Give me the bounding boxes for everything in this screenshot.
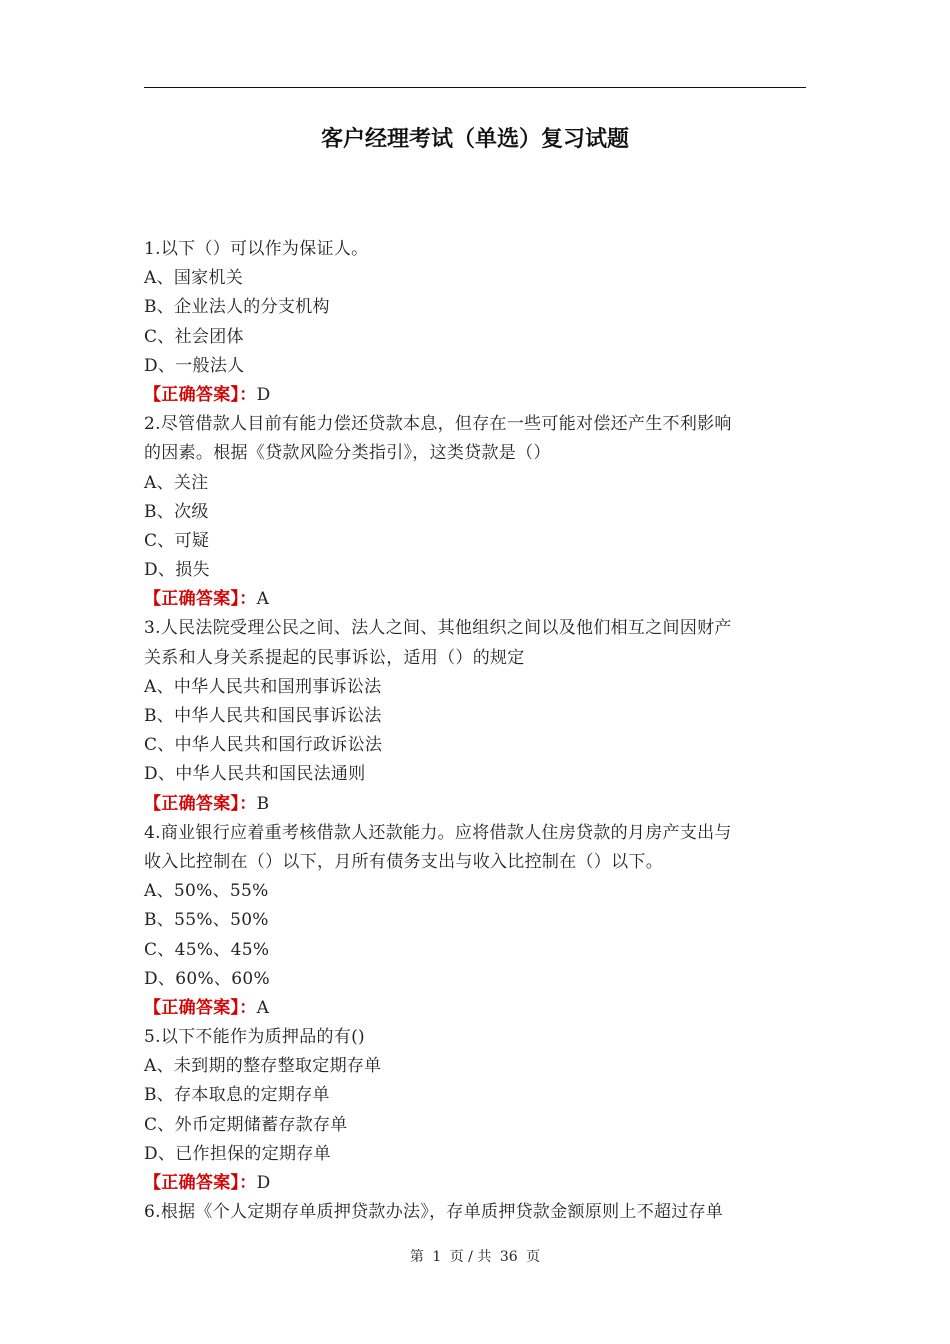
footer-suffix: 页 xyxy=(526,1249,541,1265)
question-list xyxy=(144,235,806,1227)
question-text: 关系和人身关系提起的民事诉讼，适用（）的规定 xyxy=(144,647,525,668)
option-text: C、45%、45% xyxy=(144,939,270,960)
answer-label: 【正确答案】： xyxy=(144,589,257,610)
answer-value: A xyxy=(256,997,270,1018)
option-text: C、外币定期储蓄存款存单 xyxy=(144,1114,348,1135)
question-text: 4.商业银行应着重考核借款人还款能力。应将借款人住房贷款的月房产支出与 xyxy=(144,822,732,843)
answer-value: B xyxy=(256,793,270,814)
answer-value: A xyxy=(256,589,270,610)
option-text: D、一般法人 xyxy=(144,355,245,376)
question-text: 收入比控制在（）以下，月所有债务支出与收入比控制在（）以下。 xyxy=(144,851,663,872)
answer-value: D xyxy=(256,1173,271,1193)
answer-line xyxy=(144,381,806,410)
answer-label: 【正确答案】： xyxy=(144,997,257,1018)
answer-line xyxy=(144,994,806,1023)
footer-total-pages: 36 xyxy=(499,1249,518,1265)
header-rule xyxy=(144,87,806,88)
answer-label: 【正确答案】： xyxy=(144,793,257,814)
option-text: D、损失 xyxy=(144,560,210,581)
footer-mid: 页 / 共 xyxy=(449,1249,492,1265)
page-footer xyxy=(0,1246,950,1266)
option-text: A、未到期的整存整取定期存单 xyxy=(144,1056,382,1077)
option-text: C、可疑 xyxy=(144,530,210,551)
answer-line xyxy=(144,790,806,819)
answer-line xyxy=(144,585,806,614)
question-text: 2.尽管借款人目前有能力偿还贷款本息，但存在一些可能对偿还产生不利影响 xyxy=(144,414,732,435)
footer-page-number: 1 xyxy=(432,1249,442,1265)
question-text: 6.根据《个人定期存单质押贷款办法》，存单质押贷款金额原则上不超过存单 xyxy=(144,1202,724,1223)
question-text: 3.人民法院受理公民之间、法人之间、其他组织之间以及他们相互之间因财产 xyxy=(144,618,732,639)
option-text: B、55%、50% xyxy=(144,910,269,931)
option-text: D、60%、60% xyxy=(144,968,270,989)
option-text: B、存本取息的定期存单 xyxy=(144,1085,330,1106)
question-text: 5.以下不能作为质押品的有() xyxy=(144,1027,365,1048)
answer-line xyxy=(144,1169,806,1198)
option-text: A、关注 xyxy=(144,472,209,493)
option-text: A、国家机关 xyxy=(144,268,244,289)
option-text: B、中华人民共和国民事诉讼法 xyxy=(144,706,382,726)
answer-label: 【正确答案】： xyxy=(144,1173,257,1193)
option-text: C、中华人民共和国行政诉讼法 xyxy=(144,735,383,756)
question-text: 的因素。根据《贷款风险分类指引》，这类贷款是（） xyxy=(144,443,551,464)
option-text: B、企业法人的分支机构 xyxy=(144,297,330,318)
question-text: 1.以下（）可以作为保证人。 xyxy=(144,239,369,259)
option-text: C、社会团体 xyxy=(144,326,244,347)
option-text: A、50%、55% xyxy=(144,881,269,902)
option-text: B、次级 xyxy=(144,501,209,522)
page-title: 客户经理考试（单选）复习试题 xyxy=(320,127,629,152)
footer-prefix: 第 xyxy=(409,1249,424,1265)
answer-value: D xyxy=(256,384,271,405)
option-text: D、中华人民共和国民法通则 xyxy=(144,764,366,785)
option-text: D、已作担保的定期存单 xyxy=(144,1143,331,1164)
option-text: A、中华人民共和国刑事诉讼法 xyxy=(144,676,382,697)
answer-label: 【正确答案】： xyxy=(144,384,257,405)
